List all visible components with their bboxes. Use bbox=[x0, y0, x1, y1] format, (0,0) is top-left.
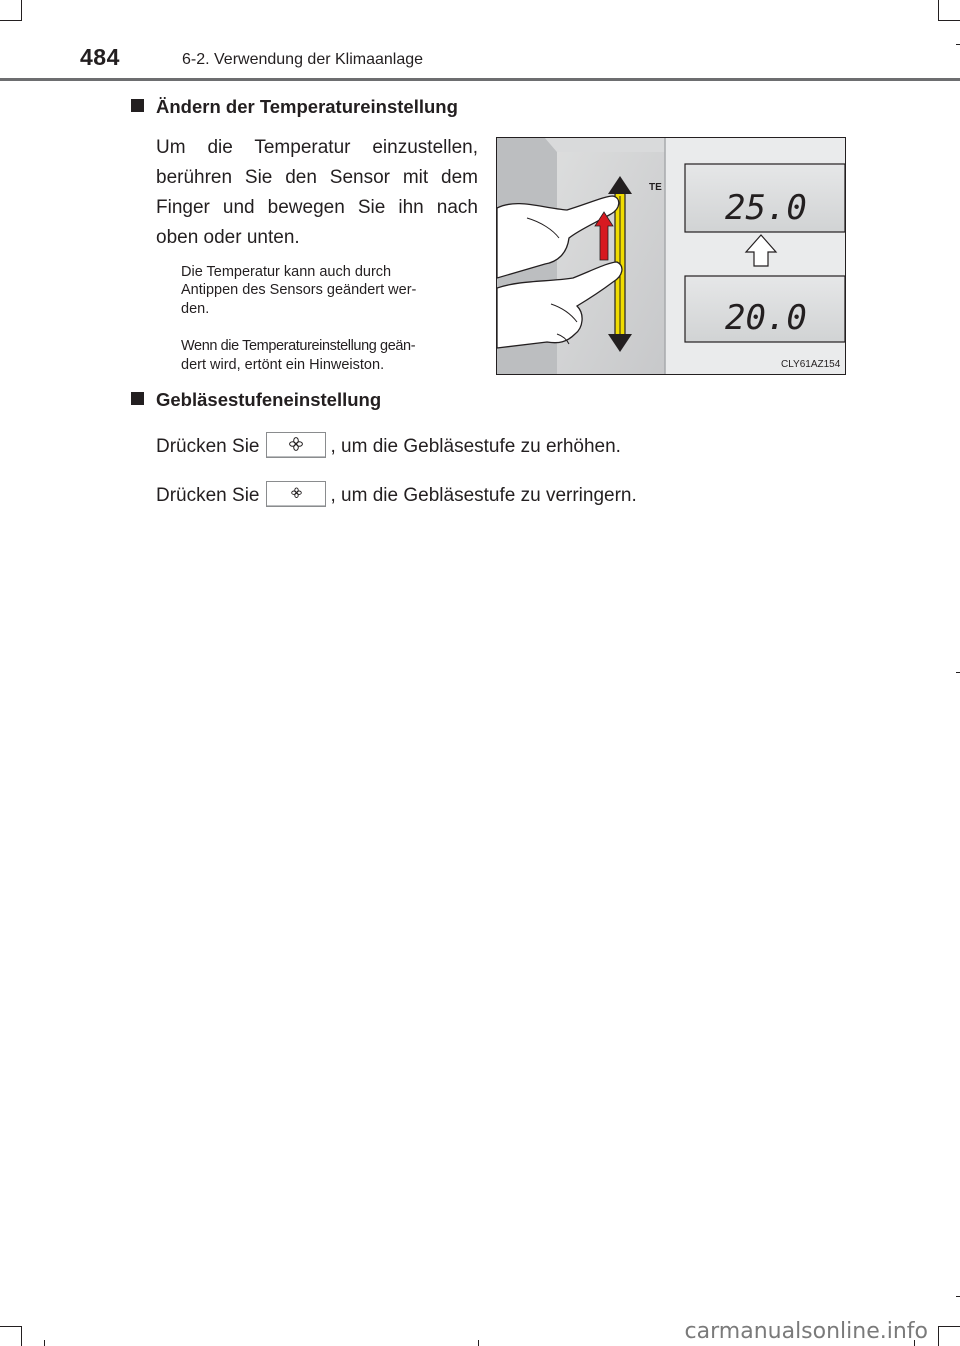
instruction-decrease bbox=[156, 481, 637, 510]
note-line: den. bbox=[181, 301, 210, 317]
note-line: dert wird, ertönt ein Hinweiston. bbox=[181, 357, 385, 373]
display-lower-value: 20.0 bbox=[725, 298, 807, 338]
header-rule bbox=[0, 78, 960, 81]
fan-speed-up-button bbox=[266, 432, 326, 458]
fan-speed-down-button bbox=[266, 481, 326, 507]
watermark: carmanualsonline.info bbox=[684, 1319, 928, 1344]
paragraph-line: Finger und bewegen Sie ihn nach bbox=[156, 197, 478, 218]
note-line: Die Temperatur kann auch durch bbox=[181, 264, 392, 280]
paragraph-line: Um die Temperatur einzustellen, bbox=[156, 137, 478, 158]
step-text-after: , um die Gebläsestufe zu verringern. bbox=[330, 485, 637, 506]
temperature-sensor-illustration bbox=[496, 137, 846, 375]
note-line: Antippen des Sensors geändert wer- bbox=[181, 282, 417, 298]
heading-text: Ändern der Temperatureinstellung bbox=[156, 96, 458, 117]
section-heading-fan bbox=[131, 389, 381, 411]
note-line: Wenn die Temperatureinstellung geän- bbox=[181, 338, 416, 354]
paragraph-line: oben oder unten. bbox=[156, 227, 300, 248]
fan-large-icon bbox=[289, 437, 303, 451]
step-text-after: , um die Gebläsestufe zu erhöhen. bbox=[330, 436, 621, 457]
instruction-increase bbox=[156, 432, 621, 461]
chapter-title: 6-2. Verwendung der Klimaanlage bbox=[182, 51, 424, 68]
paragraph-line: berühren Sie den Sensor mit dem bbox=[156, 167, 478, 188]
square-bullet-icon bbox=[131, 99, 144, 112]
page-number: 484 bbox=[80, 44, 120, 70]
square-bullet-icon bbox=[131, 392, 144, 405]
step-text-before: Drücken Sie bbox=[156, 485, 260, 506]
section-heading-temperature bbox=[131, 96, 458, 118]
heading-text: Gebläsestufeneinstellung bbox=[156, 389, 382, 410]
figure-code: CLY61AZ154 bbox=[781, 359, 841, 370]
fan-small-icon bbox=[291, 487, 305, 501]
figure-label: TE bbox=[649, 182, 662, 193]
display-upper-value: 25.0 bbox=[725, 188, 807, 228]
step-text-before: Drücken Sie bbox=[156, 436, 260, 457]
illustration-svg bbox=[497, 138, 845, 374]
